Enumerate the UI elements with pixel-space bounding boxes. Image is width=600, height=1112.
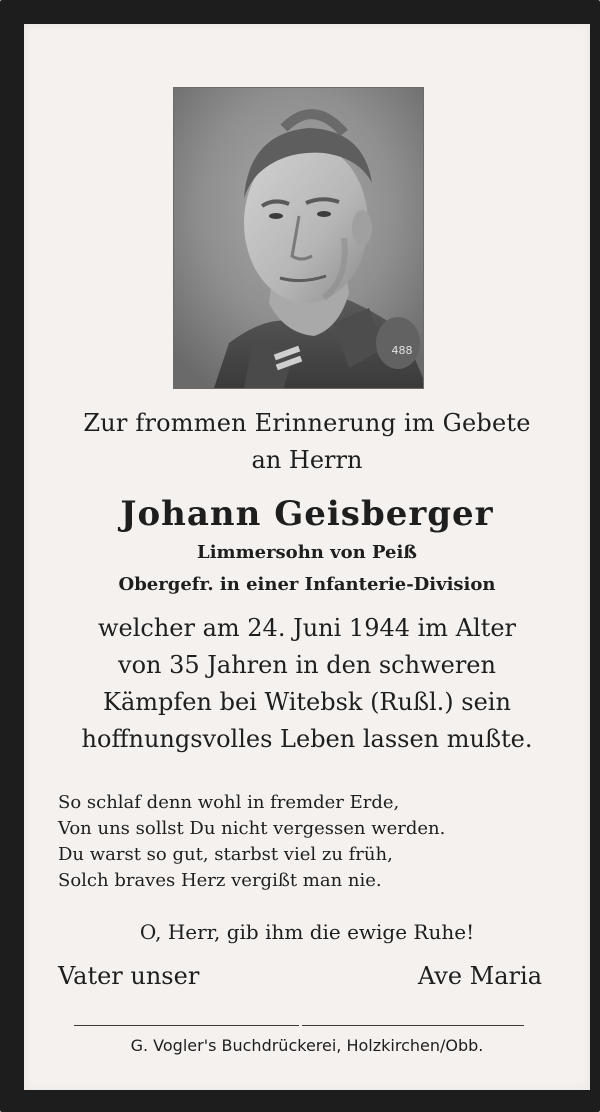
printer-imprint: G. Vogler's Buchdrückerei, Holzkirchen/Obb.	[130, 1036, 484, 1055]
prayer-ave-maria: Ave Maria	[417, 962, 542, 990]
poem-line-2: Von uns sollst Du nicht vergessen werden.	[58, 818, 446, 839]
prayer-line: O, Herr, gib ihm die ewige Ruhe!	[139, 920, 475, 944]
divider-right	[302, 1025, 524, 1026]
portrait-photo	[173, 87, 424, 389]
origin-line: Limmersohn von Peiß	[197, 542, 417, 563]
poem-line-3: Du warst so gut, starbst viel zu früh,	[58, 844, 393, 865]
dedication-line-2: an Herrn	[251, 446, 363, 474]
shoulder-number: 488	[391, 344, 413, 357]
portrait-image	[174, 88, 423, 388]
dedication-line-1: Zur frommen Erinnerung im Gebete	[83, 409, 531, 437]
poem-line-4: Solch braves Herz vergißt man nie.	[58, 870, 382, 891]
body-line-4: hoffnungsvolles Leben lassen mußte.	[81, 725, 533, 753]
divider-left	[74, 1025, 299, 1026]
body-line-3: Kämpfen bei Witebsk (Rußl.) sein	[103, 688, 511, 716]
card-paper	[24, 24, 590, 1090]
rank-line: Obergefr. in einer Infanterie-Division	[118, 574, 496, 595]
poem-line-1: So schlaf denn wohl in fremder Erde,	[58, 792, 400, 813]
deceased-name: Johann Geisberger	[120, 494, 494, 534]
body-line-2: von 35 Jahren in den schweren	[118, 651, 496, 679]
prayer-vater-unser: Vater unser	[58, 962, 200, 990]
body-line-1: welcher am 24. Juni 1944 im Alter	[97, 614, 517, 642]
